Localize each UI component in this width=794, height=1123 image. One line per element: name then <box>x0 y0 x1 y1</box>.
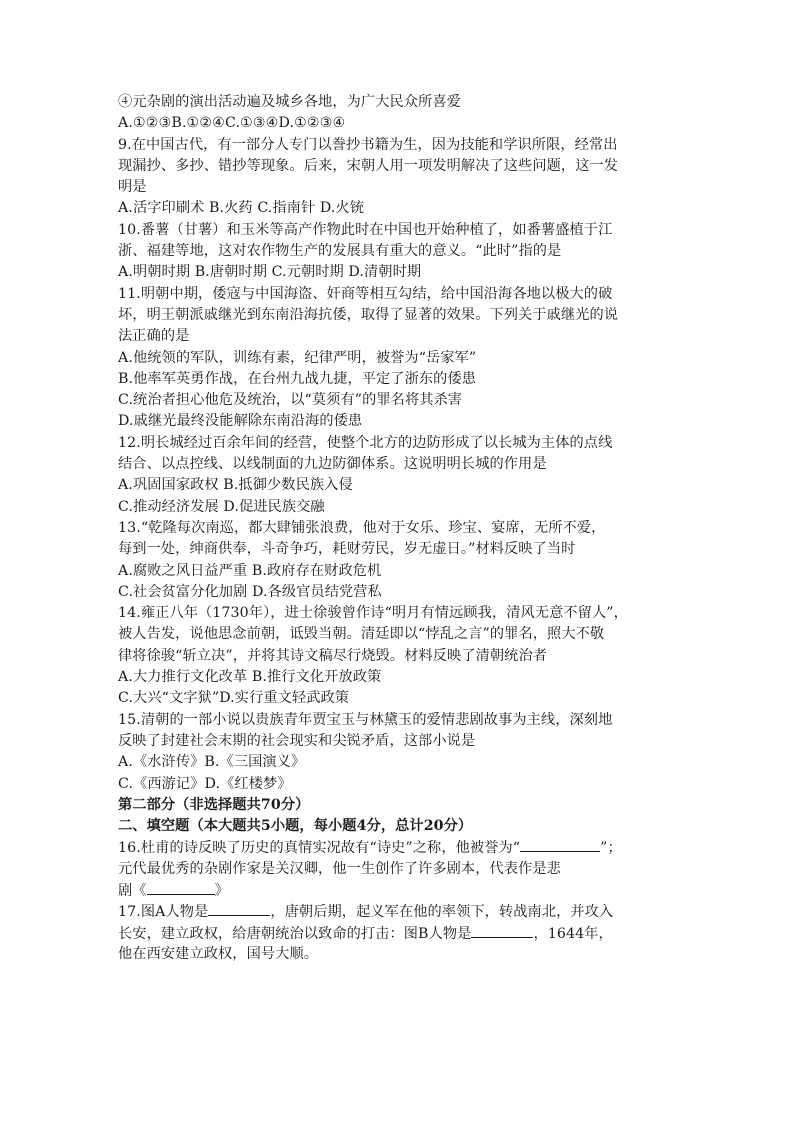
q14-text-3: 律将徐骏“斩立决”，并将其诗文稿尽行烧毁。材料反映了清朝统治者 <box>118 647 548 664</box>
q14-choices-ab: A.大力推行文化改革 B.推行文化开放政策 <box>118 669 382 686</box>
q17-prefix: 17.图A人物是 <box>118 904 209 921</box>
q9-text-2: 现漏抄、多抄、错抄等现象。后来，宋朝人用一项发明解决了这些问题，这一发 <box>118 157 619 174</box>
q12-choices-ab: A.巩固国家政权 B.抵御少数民族入侵 <box>118 477 353 494</box>
q13-text-1: 13.“乾隆每次南巡，都大肆铺张浪费，他对于女乐、珍宝、宴席，无所不爱， <box>118 519 606 536</box>
q12-text-1: 12.明长城经过百余年间的经营，使整个北方的边防形成了以长城为主体的点线 <box>118 434 613 451</box>
q9-choices: A.活字印刷术 B.火药 C.指南针 D.火铳 <box>118 200 365 217</box>
q11-choice-a: A.他统领的军队，训练有素，纪律严明，被誉为“岳家军” <box>118 349 477 366</box>
q8-choices: A.①②③B.①②④C.①③④D.①②③④ <box>118 115 346 132</box>
q17-text-2 <box>118 923 678 944</box>
q16-text-2: 元代最优秀的杂剧作家是关汉卿，他一生创作了许多剧本，代表作是悲 <box>118 860 561 877</box>
q17-blank-b[interactable] <box>471 923 533 938</box>
q17-text-2-prefix: 长安，建立政权，给唐朝统治以致命的打击：图B人物是 <box>118 925 472 942</box>
q16-suffix: ”； <box>600 840 622 857</box>
q10-text-1: 10.番薯（甘薯）和玉米等高产作物此时在中国也开始种植了，如番薯盛植于江 <box>118 221 613 238</box>
q15-choices-cd: C.《西游记》D.《红楼梦》 <box>118 775 292 792</box>
q17-blank-a[interactable] <box>208 901 270 916</box>
q13-text-2: 每到一处，绅商供奉，斗奇争巧，耗财劳民，岁无虚日。”材料反映了当时 <box>118 541 576 558</box>
q12-text-2: 结合、以点控线、以线制面的九边防御体系。这说明明长城的作用是 <box>118 456 547 473</box>
q11-choice-c: C.统治者担心他危及统治，以“莫须有”的罪名将其杀害 <box>118 392 463 409</box>
document-page <box>118 92 678 965</box>
q11-choice-b: B.他率军英勇作战，在台州九战九捷，平定了浙东的倭患 <box>118 370 477 387</box>
fill-blank-heading: 二、填空题（本大题共5小题，每小题4分，总计20分） <box>118 818 473 835</box>
q16-play-suffix: 》 <box>214 882 229 899</box>
q16-blank-1[interactable] <box>520 837 600 852</box>
q11-text-2: 坏，明王朝派戚继光到东南沿海抗倭，取得了显著的效果。下列关于戚继光的说 <box>118 306 619 323</box>
q17-middle: ，唐朝后期，起义军在他的率领下，转战南北，并攻入 <box>270 904 614 921</box>
q13-choices-ab: A.腐败之风日益严重 B.政府存在财政危机 <box>118 562 382 579</box>
q9-text-1: 9.在中国古代，有一部分人专门以誊抄书籍为生，因为技能和学识所限，经常出 <box>118 136 618 153</box>
q16-blank-2[interactable] <box>147 880 215 895</box>
q14-text-2: 被人告发，说他思念前朝，诋毁当朝。清廷即以“悖乱之言”的罪名，照大不敬 <box>118 626 605 643</box>
q14-text-1: 14.雍正八年（1730年），进士徐骏曾作诗“明月有情远顾我，清风无意不留人”， <box>118 605 628 622</box>
q17-text-2-suffix: ，1644年， <box>533 925 613 942</box>
q8-option-4: ④元杂剧的演出活动遍及城乡各地，为广大民众所喜爱 <box>118 94 461 110</box>
q10-choices: A.明朝时期 B.唐朝时期 C.元朝时期 D.清朝时期 <box>118 264 422 281</box>
q13-choices-cd: C.社会贫富分化加剧 D.各级官员结党营私 <box>118 583 382 600</box>
q16-prefix: 16.杜甫的诗反映了历史的真情实况故有“诗史”之称，他被誉为“ <box>118 840 521 857</box>
q16-text-1 <box>118 837 678 858</box>
q15-text-2: 反映了封建社会末期的社会现实和尖锐矛盾，这部小说是 <box>118 732 476 749</box>
q11-choice-d: D.戚继光最终没能解除东南沿海的倭患 <box>118 413 363 430</box>
q14-choices-cd: C.大兴“文字狱”D.实行重文轻武政策 <box>118 690 350 707</box>
q17-text-3: 他在西安建立政权，国号大顺。 <box>118 945 319 962</box>
q12-choices-cd: C.推动经济发展 D.促进民族交融 <box>118 498 325 515</box>
q16-text-3 <box>118 880 678 901</box>
section-heading: 第二部分（非选择题共70分） <box>118 796 310 813</box>
q9-text-3: 明是 <box>118 179 147 196</box>
q16-play-prefix: 剧《 <box>118 882 147 899</box>
q10-text-2: 浙、福建等地，这对农作物生产的发展具有重大的意义。“此时”指的是 <box>118 243 562 260</box>
q15-text-1: 15.清朝的一部小说以贵族青年贾宝玉与林黛玉的爱情悲剧故事为主线，深刻地 <box>118 711 613 728</box>
q17-text-1 <box>118 901 678 922</box>
q15-choices-ab: A.《水浒传》B.《三国演义》 <box>118 754 306 771</box>
q11-text-1: 11.明朝中期，倭寇与中国海盗、奸商等相互勾结，给中国沿海各地以极大的破 <box>118 285 613 302</box>
q11-text-3: 法正确的是 <box>118 328 190 345</box>
